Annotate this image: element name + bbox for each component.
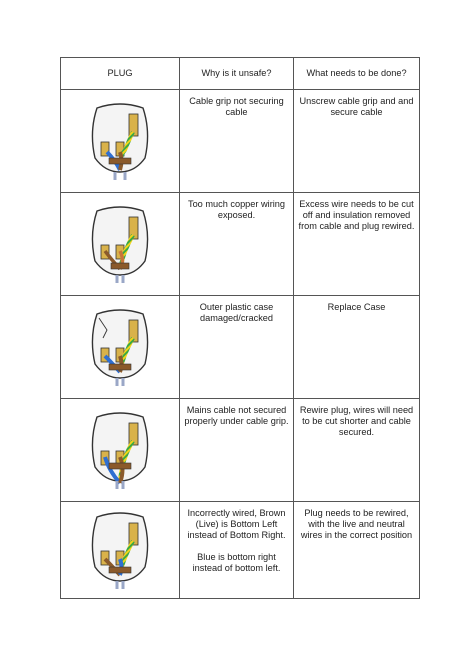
plug-image-cell — [61, 193, 180, 296]
plug-diagram-icon — [85, 102, 155, 180]
what-to-do-cell: Rewire plug, wires will need to be cut shorter and cable secured. — [294, 399, 420, 502]
what-to-do-cell: Unscrew cable grip and and secure cable — [294, 90, 420, 193]
plug-image-cell — [61, 502, 180, 599]
what-to-do-cell: Replace Case — [294, 296, 420, 399]
what-to-do-cell: Plug needs to be rewired, with the live and neutral wires in the correct position — [294, 502, 420, 599]
table-row — [61, 193, 420, 296]
why-unsafe-extra-text: Blue is bottom right instead of bottom left. — [192, 552, 281, 573]
plug-diagram-icon — [85, 308, 155, 386]
plug-image-cell — [61, 90, 180, 193]
why-unsafe-cell: Cable grip not securing cable — [180, 90, 294, 193]
header-row — [61, 58, 420, 90]
table-row — [61, 90, 420, 193]
header-why-unsafe: Why is it unsafe? — [180, 58, 294, 90]
why-unsafe-cell — [180, 502, 294, 599]
why-unsafe-cell: Too much copper wiring exposed. — [180, 193, 294, 296]
plug-safety-table — [60, 57, 420, 599]
why-unsafe-cell: Mains cable not secured properly under cable grip. — [180, 399, 294, 502]
plug-diagram-icon — [85, 411, 155, 489]
table-row — [61, 399, 420, 502]
why-unsafe-text: Incorrectly wired, Brown (Live) is Bottom Left instead of Bottom Right. — [187, 508, 286, 540]
plug-image-cell — [61, 296, 180, 399]
table-row — [61, 296, 420, 399]
why-unsafe-cell: Outer plastic case damaged/cracked — [180, 296, 294, 399]
header-what-to-do: What needs to be done? — [294, 58, 420, 90]
plug-diagram-icon — [85, 511, 155, 589]
plug-image-cell — [61, 399, 180, 502]
plug-diagram-icon — [85, 205, 155, 283]
header-plug: PLUG — [61, 58, 180, 90]
what-to-do-cell: Excess wire needs to be cut off and insulation removed from cable and plug rewired. — [294, 193, 420, 296]
table-row — [61, 502, 420, 599]
